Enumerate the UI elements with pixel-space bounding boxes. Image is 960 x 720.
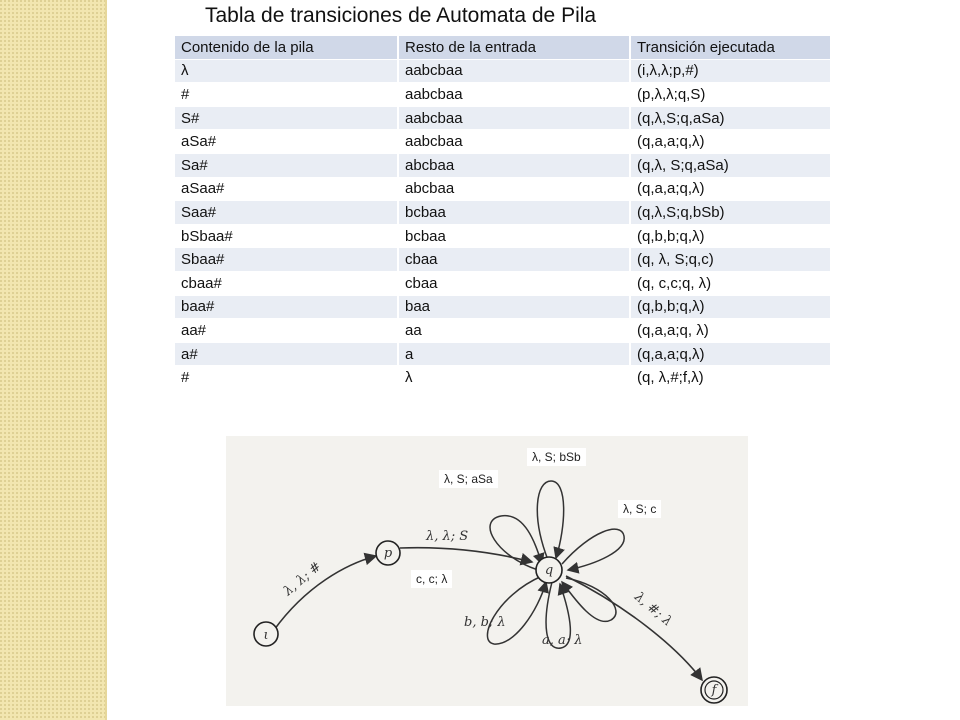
table-row [175,271,831,295]
cell-input: a [398,342,630,366]
table-row [175,224,831,248]
cell-stack: aa# [175,319,398,343]
decorative-side-strip [0,0,107,720]
edge-label-p-q: λ, λ; S [426,529,469,544]
cell-input: abcbaa [398,177,630,201]
cell-transition: (i,λ,λ;p,#) [630,59,831,83]
cell-stack: λ [175,59,398,83]
cell-transition: (q,λ,S;q,aSa) [630,106,831,130]
cell-input: baa [398,295,630,319]
table-row [175,130,831,154]
cell-input: bcbaa [398,224,630,248]
cell-transition: (p,λ,λ;q,S) [630,83,831,107]
cell-stack: aSaa# [175,177,398,201]
column-header-stack: Contenido de la pila [175,36,398,59]
cell-transition: (q,a,a;q,λ) [630,177,831,201]
table-row [175,177,831,201]
column-header-input: Resto de la entrada [398,36,630,59]
table-row [175,83,831,107]
cell-transition: (q,λ,S;q,bSb) [630,201,831,225]
cell-transition: (q,b,b;q,λ) [630,295,831,319]
cell-input: aabcbaa [398,83,630,107]
table-row [175,106,831,130]
table-header-row [175,36,831,59]
column-header-transition: Transición ejecutada [630,36,831,59]
cell-stack: cbaa# [175,271,398,295]
cell-stack: Sbaa# [175,248,398,272]
cell-transition: (q, λ,#;f,λ) [630,366,831,390]
table-row [175,59,831,83]
cell-transition: (q,λ, S;q,aSa) [630,153,831,177]
table-row [175,342,831,366]
cell-stack: Sa# [175,153,398,177]
cell-transition: (q, λ, S;q,c) [630,248,831,272]
edge-label-loop-bb: b, b; λ [464,615,506,630]
cell-input: cbaa [398,248,630,272]
cell-stack: aSa# [175,130,398,154]
edge-label-i-p: λ, λ; # [280,559,325,600]
table-row [175,153,831,177]
cell-input: aabcbaa [398,130,630,154]
cell-input: abcbaa [398,153,630,177]
cell-stack: S# [175,106,398,130]
cell-stack: bSbaa# [175,224,398,248]
page-title: Tabla de transiciones de Automata de Pila [205,4,597,27]
cell-input: aa [398,319,630,343]
cell-transition: (q,b,b;q,λ) [630,224,831,248]
cell-stack: a# [175,342,398,366]
label-asa: λ, S; aSa [439,470,498,488]
cell-transition: (q, c,c;q, λ) [630,271,831,295]
cell-input: λ [398,366,630,390]
table-row [175,319,831,343]
cell-input: bcbaa [398,201,630,225]
cell-input: aabcbaa [398,106,630,130]
cell-stack: # [175,83,398,107]
cell-stack: Saa# [175,201,398,225]
edge-label-loop-aa: a, a; λ [542,633,583,648]
label-bsb: λ, S; bSb [527,448,586,466]
state-f-label: f [711,683,717,698]
state-i-label: ι [263,628,269,643]
cell-transition: (q,a,a;q, λ) [630,319,831,343]
automaton-diagram [226,436,748,706]
table-row [175,248,831,272]
cell-transition: (q,a,a;q,λ) [630,342,831,366]
table-row [175,201,831,225]
state-q-label: q [544,563,554,578]
cell-stack: baa# [175,295,398,319]
table-row [175,295,831,319]
cell-transition: (q,a,a;q,λ) [630,130,831,154]
transition-table [175,36,832,390]
state-p-label: p [383,546,393,561]
edge-label-q-f: λ, #; λ [631,589,675,630]
label-c: λ, S; c [618,500,661,518]
label-cc: c, c; λ [411,570,452,588]
cell-input: cbaa [398,271,630,295]
cell-stack: # [175,366,398,390]
cell-input: aabcbaa [398,59,630,83]
table-row [175,366,831,390]
